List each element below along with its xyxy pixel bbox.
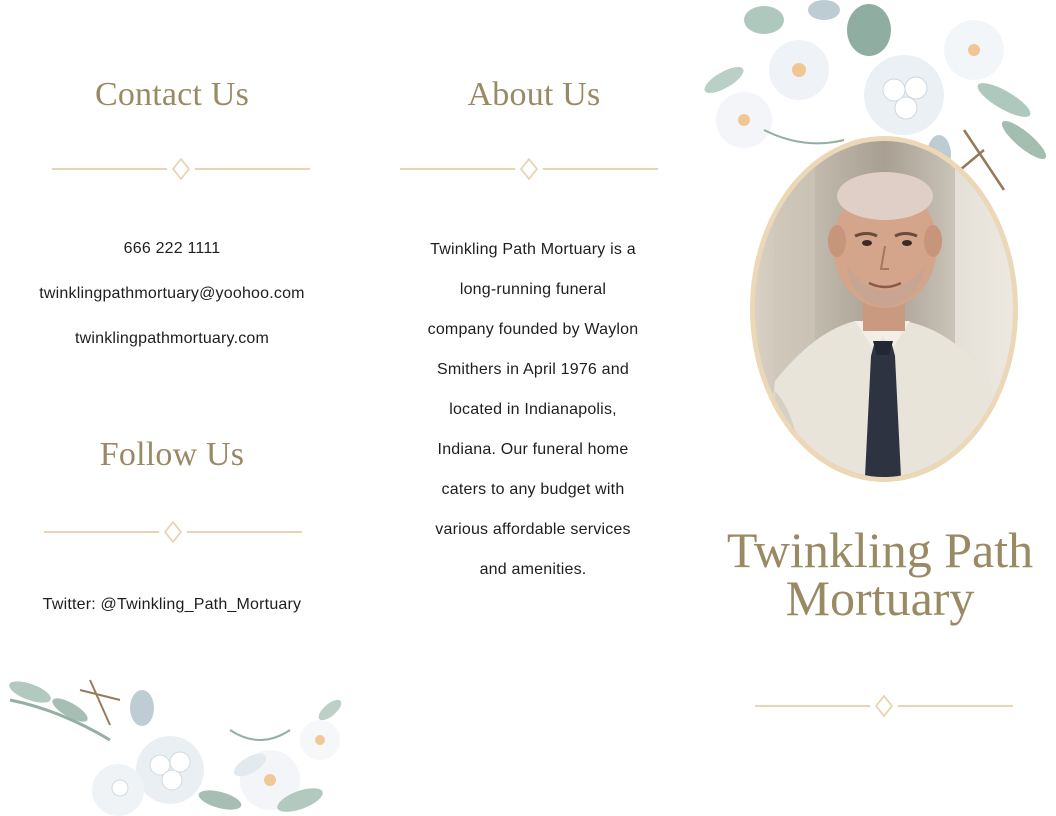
contact-email: twinklingpathmortuary@yoohoo.com — [39, 285, 305, 302]
contact-divider — [52, 157, 310, 181]
about-line: located in Indianapolis, — [449, 401, 617, 418]
contact-phone: 666 222 1111 — [123, 240, 221, 257]
portrait-photo — [755, 141, 1013, 477]
portrait-frame — [750, 136, 1018, 482]
about-divider — [400, 157, 658, 181]
about-paragraph — [416, 230, 650, 590]
cover-title — [712, 522, 1048, 626]
follow-divider — [44, 520, 302, 544]
floral-bottom-left-decoration — [0, 670, 360, 816]
cover-divider — [755, 694, 1013, 718]
about-heading: About Us — [467, 76, 601, 113]
about-line: long-running funeral — [459, 281, 607, 298]
contact-website: twinklingpathmortuary.com — [74, 330, 270, 347]
contact-heading: Contact Us — [94, 76, 250, 113]
about-line: various affordable services — [435, 521, 631, 538]
follow-heading: Follow Us — [99, 436, 245, 473]
cover-title-line1: Twinkling Path — [726, 522, 1034, 578]
about-line: and amenities. — [479, 561, 587, 578]
cover-title-line2: Mortuary — [785, 570, 975, 626]
about-line: Indiana. Our funeral home — [437, 441, 629, 458]
about-line: company founded by Waylon — [427, 321, 639, 338]
about-line: Twinkling Path Mortuary is a — [430, 241, 636, 258]
about-line: Smithers in April 1976 and — [437, 361, 629, 378]
twitter-handle: Twitter: @Twinkling_Path_Mortuary — [42, 596, 302, 613]
about-line: caters to any budget with — [441, 481, 625, 498]
